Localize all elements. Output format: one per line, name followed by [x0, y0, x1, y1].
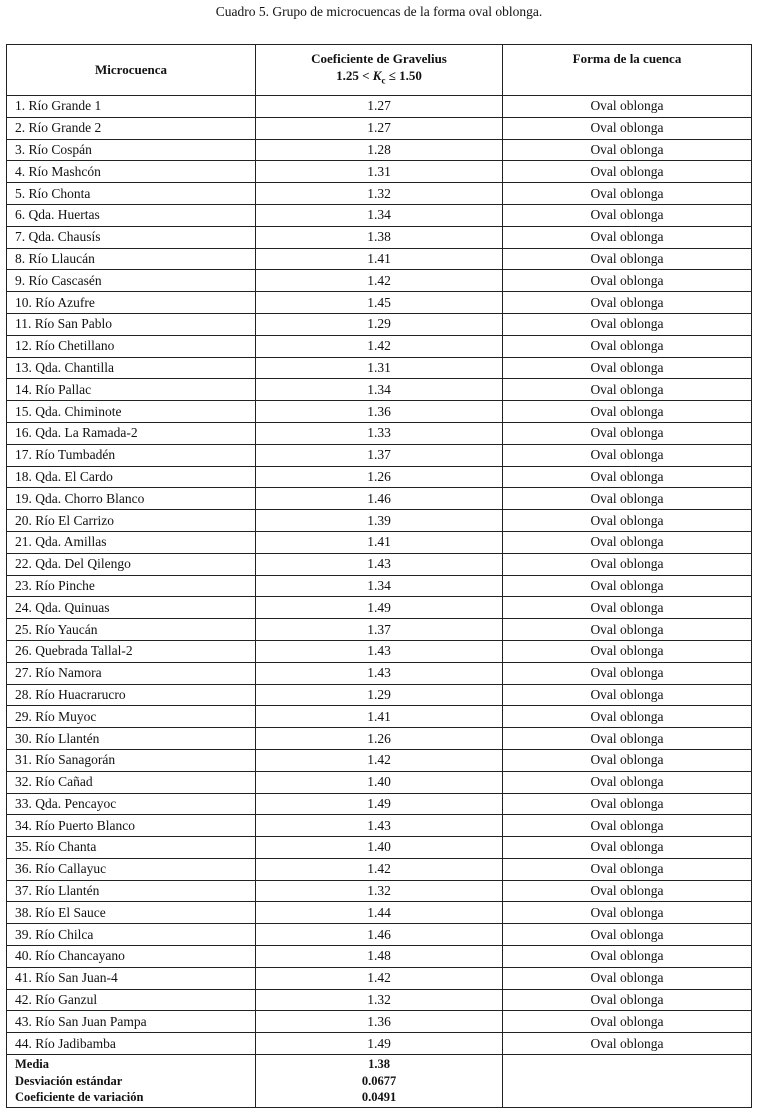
coeficiente-cell: 1.34	[256, 379, 503, 401]
header-row	[7, 45, 752, 96]
microcuenca-cell: 15. Qda. Chiminote	[7, 401, 256, 423]
table-row	[7, 815, 752, 837]
microcuenca-cell: 11. Río San Pablo	[7, 313, 256, 335]
microcuenca-cell: 17. Río Tumbadén	[7, 444, 256, 466]
table-row	[7, 531, 752, 553]
forma-cell: Oval oblonga	[503, 510, 752, 532]
forma-cell: Oval oblonga	[503, 1033, 752, 1055]
forma-cell: Oval oblonga	[503, 553, 752, 575]
table-row	[7, 226, 752, 248]
coeficiente-cell: 1.46	[256, 488, 503, 510]
forma-cell: Oval oblonga	[503, 858, 752, 880]
microcuenca-cell: 35. Río Chanta	[7, 837, 256, 859]
stats-values	[256, 1055, 503, 1108]
table-row	[7, 466, 752, 488]
microcuenca-cell: 36. Río Callayuc	[7, 858, 256, 880]
forma-cell: Oval oblonga	[503, 880, 752, 902]
stats-labels	[7, 1055, 256, 1108]
forma-cell: Oval oblonga	[503, 967, 752, 989]
cv-value: 0.0491	[361, 1090, 397, 1105]
table-row	[7, 183, 752, 205]
coeficiente-cell: 1.37	[256, 444, 503, 466]
forma-cell: Oval oblonga	[503, 662, 752, 684]
table-row	[7, 858, 752, 880]
table-row	[7, 793, 752, 815]
coeficiente-cell: 1.44	[256, 902, 503, 924]
microcuenca-cell: 6. Qda. Huertas	[7, 204, 256, 226]
table-row	[7, 662, 752, 684]
coeficiente-cell: 1.28	[256, 139, 503, 161]
header-coeficiente-title: Coeficiente de Gravelius	[311, 51, 447, 67]
microcuenca-cell: 37. Río Llantén	[7, 880, 256, 902]
forma-cell: Oval oblonga	[503, 270, 752, 292]
table-row	[7, 313, 752, 335]
table-row	[7, 248, 752, 270]
microcuenca-cell: 44. Río Jadibamba	[7, 1033, 256, 1055]
header-coeficiente	[256, 45, 503, 96]
forma-cell: Oval oblonga	[503, 248, 752, 270]
microcuenca-cell: 12. Río Chetillano	[7, 335, 256, 357]
microcuenca-cell: 23. Río Pinche	[7, 575, 256, 597]
forma-cell: Oval oblonga	[503, 422, 752, 444]
table-row	[7, 749, 752, 771]
coeficiente-cell: 1.45	[256, 292, 503, 314]
microcuenca-cell: 30. Río Llantén	[7, 728, 256, 750]
table-row	[7, 771, 752, 793]
table-row	[7, 880, 752, 902]
table-row	[7, 510, 752, 532]
forma-cell: Oval oblonga	[503, 619, 752, 641]
forma-cell: Oval oblonga	[503, 204, 752, 226]
table-row	[7, 357, 752, 379]
microcuenca-cell: 33. Qda. Pencayoc	[7, 793, 256, 815]
microcuenca-cell: 29. Río Muyoc	[7, 706, 256, 728]
coeficiente-cell: 1.27	[256, 117, 503, 139]
table-row	[7, 706, 752, 728]
forma-cell: Oval oblonga	[503, 226, 752, 248]
desviacion-value: 0.0677	[361, 1073, 397, 1088]
table-row	[7, 575, 752, 597]
table-row	[7, 96, 752, 118]
microcuenca-cell: 24. Qda. Quinuas	[7, 597, 256, 619]
forma-cell: Oval oblonga	[503, 401, 752, 423]
coeficiente-cell: 1.49	[256, 793, 503, 815]
microcuenca-cell: 42. Río Ganzul	[7, 989, 256, 1011]
coeficiente-cell: 1.32	[256, 989, 503, 1011]
forma-cell: Oval oblonga	[503, 924, 752, 946]
coeficiente-cell: 1.32	[256, 183, 503, 205]
forma-cell: Oval oblonga	[503, 902, 752, 924]
microcuenca-cell: 22. Qda. Del Qilengo	[7, 553, 256, 575]
forma-cell: Oval oblonga	[503, 1011, 752, 1033]
microcuenca-cell: 31. Río Sanagorán	[7, 749, 256, 771]
microcuenca-cell: 28. Río Huacrarucro	[7, 684, 256, 706]
coeficiente-cell: 1.33	[256, 422, 503, 444]
coeficiente-cell: 1.40	[256, 771, 503, 793]
table-row	[7, 204, 752, 226]
forma-cell: Oval oblonga	[503, 292, 752, 314]
coeficiente-cell: 1.32	[256, 880, 503, 902]
forma-cell: Oval oblonga	[503, 793, 752, 815]
stats-row	[7, 1055, 752, 1108]
forma-cell: Oval oblonga	[503, 575, 752, 597]
table-row	[7, 924, 752, 946]
coeficiente-cell: 1.48	[256, 946, 503, 968]
microcuenca-cell: 20. Río El Carrizo	[7, 510, 256, 532]
microcuenca-cell: 32. Río Cañad	[7, 771, 256, 793]
forma-cell: Oval oblonga	[503, 946, 752, 968]
microcuenca-cell: 14. Río Pallac	[7, 379, 256, 401]
coeficiente-cell: 1.37	[256, 619, 503, 641]
coeficiente-cell: 1.49	[256, 1033, 503, 1055]
forma-cell: Oval oblonga	[503, 488, 752, 510]
coeficiente-cell: 1.41	[256, 706, 503, 728]
table-row	[7, 1033, 752, 1055]
forma-cell: Oval oblonga	[503, 684, 752, 706]
microcuenca-cell: 18. Qda. El Cardo	[7, 466, 256, 488]
table-caption: Cuadro 5. Grupo de microcuencas de la forma oval oblonga.	[215, 4, 543, 19]
microcuenca-cell: 21. Qda. Amillas	[7, 531, 256, 553]
microcuenca-cell: 7. Qda. Chausís	[7, 226, 256, 248]
coeficiente-cell: 1.26	[256, 466, 503, 488]
forma-cell: Oval oblonga	[503, 597, 752, 619]
table-row	[7, 379, 752, 401]
coeficiente-cell: 1.42	[256, 858, 503, 880]
table-row	[7, 553, 752, 575]
table-row	[7, 1011, 752, 1033]
header-forma: Forma de la cuenca	[503, 45, 752, 96]
coeficiente-cell: 1.26	[256, 728, 503, 750]
microcuenca-cell: 27. Río Namora	[7, 662, 256, 684]
coeficiente-cell: 1.49	[256, 597, 503, 619]
microcuenca-cell: 10. Río Azufre	[7, 292, 256, 314]
microcuenca-cell: 26. Quebrada Tallal-2	[7, 640, 256, 662]
table-row	[7, 139, 752, 161]
media-label: Media	[15, 1057, 50, 1072]
microcuenca-cell: 16. Qda. La Ramada-2	[7, 422, 256, 444]
forma-cell: Oval oblonga	[503, 749, 752, 771]
microcuenca-cell: 19. Qda. Chorro Blanco	[7, 488, 256, 510]
microcuenca-cell: 34. Río Puerto Blanco	[7, 815, 256, 837]
microcuenca-cell: 5. Río Chonta	[7, 183, 256, 205]
coeficiente-cell: 1.42	[256, 270, 503, 292]
microcuenca-cell: 4. Río Mashcón	[7, 161, 256, 183]
forma-cell: Oval oblonga	[503, 466, 752, 488]
table-row	[7, 946, 752, 968]
microcuenca-cell: 39. Río Chilca	[7, 924, 256, 946]
coeficiente-cell: 1.41	[256, 248, 503, 270]
forma-cell: Oval oblonga	[503, 117, 752, 139]
microcuenca-cell: 38. Río El Sauce	[7, 902, 256, 924]
coeficiente-cell: 1.39	[256, 510, 503, 532]
forma-cell: Oval oblonga	[503, 728, 752, 750]
table-row	[7, 967, 752, 989]
coeficiente-cell: 1.43	[256, 815, 503, 837]
forma-cell: Oval oblonga	[503, 531, 752, 553]
header-microcuenca: Microcuenca	[7, 45, 256, 96]
coeficiente-cell: 1.31	[256, 357, 503, 379]
table-row	[7, 728, 752, 750]
table-row	[7, 117, 752, 139]
forma-cell: Oval oblonga	[503, 183, 752, 205]
forma-cell: Oval oblonga	[503, 96, 752, 118]
coeficiente-cell: 1.46	[256, 924, 503, 946]
table-row	[7, 335, 752, 357]
microcuenca-cell: 13. Qda. Chantilla	[7, 357, 256, 379]
forma-cell: Oval oblonga	[503, 139, 752, 161]
forma-cell: Oval oblonga	[503, 640, 752, 662]
coeficiente-cell: 1.43	[256, 553, 503, 575]
table-row	[7, 292, 752, 314]
microcuenca-cell: 9. Río Cascasén	[7, 270, 256, 292]
microcuenca-cell: 40. Río Chancayano	[7, 946, 256, 968]
coeficiente-cell: 1.41	[256, 531, 503, 553]
coeficiente-cell: 1.43	[256, 662, 503, 684]
forma-cell: Oval oblonga	[503, 706, 752, 728]
table-row	[7, 488, 752, 510]
coeficiente-cell: 1.42	[256, 749, 503, 771]
forma-cell: Oval oblonga	[503, 357, 752, 379]
coeficiente-cell: 1.43	[256, 640, 503, 662]
coeficiente-cell: 1.36	[256, 401, 503, 423]
coeficiente-cell: 1.36	[256, 1011, 503, 1033]
table-row	[7, 401, 752, 423]
forma-cell: Oval oblonga	[503, 161, 752, 183]
coeficiente-cell: 1.29	[256, 684, 503, 706]
forma-cell: Oval oblonga	[503, 989, 752, 1011]
forma-cell: Oval oblonga	[503, 837, 752, 859]
desviacion-label: Desviación estándar	[15, 1073, 123, 1088]
coeficiente-cell: 1.38	[256, 226, 503, 248]
coeficiente-cell: 1.42	[256, 335, 503, 357]
stats-empty-cell	[503, 1055, 752, 1108]
microcuenca-cell: 2. Río Grande 2	[7, 117, 256, 139]
header-coeficiente-range: $1.25 < K_c \le 1.50$	[336, 68, 422, 86]
coeficiente-cell: 1.42	[256, 967, 503, 989]
microcuenca-cell: 1. Río Grande 1	[7, 96, 256, 118]
forma-cell: Oval oblonga	[503, 815, 752, 837]
table-row	[7, 161, 752, 183]
table-row	[7, 270, 752, 292]
table-row	[7, 422, 752, 444]
microcuenca-cell: 25. Río Yaucán	[7, 619, 256, 641]
table-row	[7, 619, 752, 641]
microcuenca-cell: 3. Río Cospán	[7, 139, 256, 161]
forma-cell: Oval oblonga	[503, 771, 752, 793]
forma-cell: Oval oblonga	[503, 444, 752, 466]
forma-cell: Oval oblonga	[503, 379, 752, 401]
coeficiente-cell: 1.40	[256, 837, 503, 859]
table-row	[7, 837, 752, 859]
table-row	[7, 989, 752, 1011]
coeficiente-cell: 1.27	[256, 96, 503, 118]
microcuenca-cell: 8. Río Llaucán	[7, 248, 256, 270]
cv-label: Coeficiente de variación	[15, 1090, 144, 1105]
table-row	[7, 684, 752, 706]
coeficiente-cell: 1.34	[256, 204, 503, 226]
coeficiente-cell: 1.34	[256, 575, 503, 597]
coeficiente-cell: 1.31	[256, 161, 503, 183]
microcuenca-cell: 43. Río San Juan Pampa	[7, 1011, 256, 1033]
microcuencas-table	[6, 44, 752, 1108]
forma-cell: Oval oblonga	[503, 335, 752, 357]
forma-cell: Oval oblonga	[503, 313, 752, 335]
table-row	[7, 902, 752, 924]
table-row	[7, 597, 752, 619]
table-body	[7, 96, 752, 1055]
microcuenca-cell: 41. Río San Juan-4	[7, 967, 256, 989]
media-value: 1.38	[368, 1057, 390, 1072]
table-row	[7, 444, 752, 466]
coeficiente-cell: 1.29	[256, 313, 503, 335]
table-row	[7, 640, 752, 662]
